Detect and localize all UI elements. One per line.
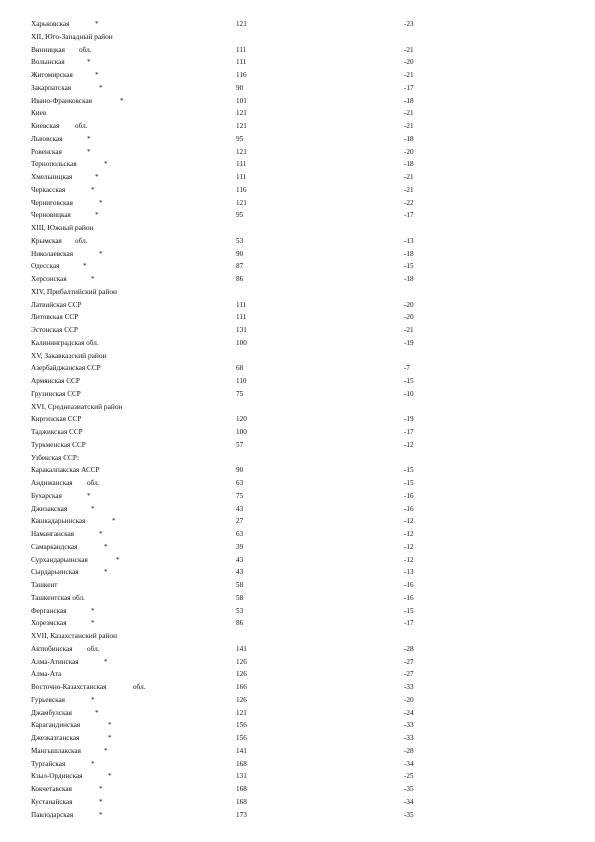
- value-cell: 87: [236, 262, 244, 271]
- ratio-cell: -24: [404, 708, 414, 717]
- abbreviation-mark: обл.: [133, 683, 146, 691]
- ratio-cell: -16: [404, 491, 414, 500]
- region-name: Сырдарьинская: [31, 568, 79, 577]
- abbreviation-mark: *: [95, 708, 99, 717]
- abbreviation-mark: *: [104, 160, 108, 169]
- value-cell: 95: [236, 211, 244, 220]
- table-row: [0, 337, 595, 349]
- ratio-cell: -33: [404, 734, 414, 742]
- table-row: [0, 605, 595, 617]
- region-name: Кашкадарьинская: [31, 517, 86, 526]
- value-cell: 111: [236, 300, 247, 309]
- table-row: [0, 732, 595, 744]
- section-heading: [0, 222, 595, 234]
- ratio-cell: -18: [404, 160, 414, 169]
- region-name: Наманганская: [31, 530, 74, 538]
- table-row: [0, 18, 595, 30]
- ratio-cell: -21: [404, 71, 414, 79]
- abbreviation-mark: *: [104, 746, 108, 755]
- value-cell: 111: [236, 45, 247, 54]
- value-cell: 121: [236, 708, 247, 717]
- ratio-cell: -28: [404, 644, 414, 653]
- ratio-cell: -15: [404, 377, 414, 385]
- value-cell: 121: [236, 122, 247, 130]
- ratio-cell: -16: [404, 593, 414, 602]
- table-row: [0, 617, 595, 629]
- ratio-cell: -28: [404, 746, 414, 755]
- ratio-cell: -19: [404, 415, 414, 424]
- region-name: Павлодарская: [31, 810, 74, 819]
- value-cell: 121: [236, 109, 247, 118]
- table-row: [0, 413, 595, 425]
- value-cell: 156: [236, 721, 247, 730]
- table-row: [0, 209, 595, 221]
- region-name: Грузинская ССР: [31, 389, 81, 398]
- table-row: [0, 375, 595, 387]
- region-name: Киевская: [31, 122, 60, 130]
- ratio-cell: -21: [404, 122, 414, 130]
- region-name: Черниговская: [31, 198, 73, 207]
- region-name: Ташкент: [31, 581, 58, 589]
- abbreviation-mark: *: [112, 517, 116, 526]
- value-cell: 95: [236, 134, 244, 143]
- abbreviation-mark: *: [91, 275, 95, 283]
- region-name: Хмельницкая: [31, 173, 73, 181]
- table-row: [0, 592, 595, 604]
- value-cell: 121: [236, 147, 247, 156]
- ratio-cell: -21: [404, 109, 414, 118]
- table-row: [0, 82, 595, 94]
- region-name: Джезказганская: [31, 734, 80, 742]
- value-cell: 141: [236, 644, 247, 653]
- region-name: Киев: [31, 109, 47, 118]
- value-cell: 110: [236, 377, 247, 385]
- region-name: Бухарская: [31, 491, 62, 500]
- value-cell: 168: [236, 797, 247, 806]
- region-name: Черкасская: [31, 185, 66, 194]
- table-row: [0, 299, 595, 311]
- region-name: Алма-Атинская: [31, 657, 79, 666]
- abbreviation-mark: *: [99, 785, 103, 793]
- value-cell: 90: [236, 466, 244, 475]
- table-row: [0, 719, 595, 731]
- region-name: Хорезмская: [31, 619, 67, 628]
- abbreviation-mark: *: [99, 810, 103, 819]
- value-cell: 168: [236, 759, 247, 768]
- value-cell: 75: [236, 389, 244, 398]
- ratio-cell: -16: [404, 581, 414, 589]
- abbreviation-mark: *: [99, 797, 103, 806]
- value-cell: 63: [236, 479, 244, 487]
- table-row: [0, 452, 595, 464]
- table-row: [0, 426, 595, 438]
- value-cell: 90: [236, 249, 244, 258]
- value-cell: 100: [236, 428, 247, 436]
- section-heading: [0, 350, 595, 362]
- value-cell: 53: [236, 606, 244, 615]
- value-cell: 111: [236, 58, 247, 67]
- ratio-cell: -17: [404, 211, 414, 220]
- ratio-cell: -15: [404, 466, 414, 475]
- value-cell: 43: [236, 568, 244, 577]
- table-row: [0, 515, 595, 527]
- value-cell: 43: [236, 555, 244, 564]
- region-name: Восточно-Казахстанская: [31, 683, 107, 691]
- ratio-cell: -12: [404, 440, 414, 449]
- region-heading: XVI, Среднеазиатский район: [31, 401, 123, 411]
- table-row: [0, 248, 595, 260]
- table-row: [0, 311, 595, 323]
- value-cell: 116: [236, 185, 247, 194]
- abbreviation-mark: *: [104, 657, 108, 666]
- table-row: [0, 260, 595, 272]
- value-cell: 68: [236, 364, 244, 373]
- region-name: Актюбинская: [31, 644, 73, 653]
- value-cell: 90: [236, 83, 244, 92]
- ratio-cell: -12: [404, 542, 414, 551]
- region-name: Кзыл-Ординская: [31, 772, 83, 781]
- abbreviation-mark: обл.: [87, 644, 100, 653]
- table-row: [0, 477, 595, 489]
- abbreviation-mark: *: [87, 134, 91, 143]
- table-row: [0, 439, 595, 451]
- table-row: [0, 541, 595, 553]
- value-cell: 111: [236, 313, 247, 322]
- abbreviation-mark: *: [91, 606, 95, 615]
- ratio-cell: -22: [404, 198, 414, 207]
- table-row: [0, 643, 595, 655]
- region-heading: XIV, Прибалтийский район: [31, 286, 118, 296]
- value-cell: 53: [236, 236, 244, 245]
- ratio-cell: -20: [404, 300, 414, 309]
- abbreviation-mark: *: [95, 20, 99, 28]
- value-cell: 126: [236, 670, 247, 679]
- region-name: Одесская: [31, 262, 60, 271]
- table-row: [0, 707, 595, 719]
- ratio-cell: -12: [404, 530, 414, 538]
- table-row: [0, 69, 595, 81]
- ratio-cell: -15: [404, 606, 414, 615]
- abbreviation-mark: *: [99, 198, 103, 207]
- abbreviation-mark: *: [104, 568, 108, 577]
- ratio-cell: -17: [404, 83, 414, 92]
- table-row: [0, 566, 595, 578]
- ratio-cell: -21: [404, 45, 414, 54]
- abbreviation-mark: *: [91, 619, 95, 628]
- region-name: Николаевская: [31, 249, 74, 258]
- region-name: Крымская: [31, 236, 62, 245]
- value-cell: 141: [236, 746, 247, 755]
- value-cell: 121: [236, 198, 247, 207]
- abbreviation-mark: *: [87, 491, 91, 500]
- abbreviation-mark: *: [87, 147, 91, 156]
- table-row: [0, 796, 595, 808]
- abbreviation-mark: обл.: [79, 45, 92, 54]
- table-row: [0, 770, 595, 782]
- abbreviation-mark: обл.: [75, 122, 88, 130]
- table-row: [0, 107, 595, 119]
- table-row: [0, 95, 595, 107]
- ratio-cell: -33: [404, 683, 414, 691]
- ratio-cell: -34: [404, 759, 414, 768]
- value-cell: 156: [236, 734, 247, 742]
- region-name: Черновицкая: [31, 211, 71, 220]
- table-row: [0, 324, 595, 336]
- region-name: Джизакская: [31, 504, 68, 513]
- table-row: [0, 362, 595, 374]
- value-cell: 111: [236, 173, 247, 181]
- region-name: Эстонская ССР: [31, 326, 78, 334]
- ratio-cell: -17: [404, 428, 414, 436]
- region-name: Киргизская ССР: [31, 415, 82, 424]
- table-row: [0, 554, 595, 566]
- value-cell: 111: [236, 160, 247, 169]
- abbreviation-mark: *: [87, 58, 91, 67]
- region-heading: XVII, Казахстанский район: [31, 631, 118, 640]
- region-name: Волынская: [31, 58, 65, 67]
- table-row: [0, 120, 595, 132]
- region-name: Закарпатская: [31, 83, 72, 92]
- table-row: [0, 758, 595, 770]
- abbreviation-mark: обл.: [87, 479, 100, 487]
- ratio-cell: -7: [404, 364, 410, 373]
- region-name: Алма-Ата: [31, 670, 62, 679]
- ratio-cell: -35: [404, 785, 414, 793]
- region-name: Ферганская: [31, 606, 67, 615]
- value-cell: 126: [236, 695, 247, 704]
- table-row: [0, 184, 595, 196]
- table-row: [0, 171, 595, 183]
- region-name: Херсонская: [31, 275, 67, 283]
- ratio-cell: -20: [404, 58, 414, 67]
- value-cell: 39: [236, 542, 244, 551]
- value-cell: 166: [236, 683, 247, 691]
- ratio-cell: -21: [404, 173, 414, 181]
- region-name: Туркменская ССР: [31, 440, 86, 449]
- ratio-cell: -20: [404, 147, 414, 156]
- ratio-cell: -27: [404, 670, 414, 679]
- region-name: Ровенская: [31, 147, 62, 156]
- value-cell: 126: [236, 657, 247, 666]
- table-row: [0, 503, 595, 515]
- region-name: Ташкентская обл.: [31, 593, 85, 602]
- region-name: Самаркандская: [31, 542, 78, 551]
- table-row: [0, 528, 595, 540]
- region-name: Карагандинская: [31, 721, 81, 730]
- ratio-cell: -10: [404, 389, 414, 398]
- region-name: Житомирская: [31, 71, 73, 79]
- value-cell: 120: [236, 415, 247, 424]
- value-cell: 131: [236, 772, 247, 781]
- value-cell: 58: [236, 581, 244, 589]
- region-heading: XIII, Южный район: [31, 223, 94, 232]
- abbreviation-mark: *: [95, 173, 99, 181]
- table-row: [0, 146, 595, 158]
- abbreviation-mark: *: [83, 262, 87, 271]
- ratio-cell: -19: [404, 338, 414, 347]
- abbreviation-mark: *: [99, 83, 103, 92]
- value-cell: 131: [236, 326, 247, 334]
- abbreviation-mark: *: [108, 734, 112, 742]
- ratio-cell: -21: [404, 185, 414, 194]
- table-row: [0, 579, 595, 591]
- table-row: [0, 197, 595, 209]
- ratio-cell: -25: [404, 772, 414, 781]
- abbreviation-mark: *: [91, 759, 95, 768]
- region-name: Каракалпакская АССР: [31, 466, 100, 475]
- region-name: Азербайджанская ССР: [31, 364, 101, 373]
- abbreviation-mark: *: [99, 249, 103, 258]
- abbreviation-mark: *: [116, 555, 120, 564]
- value-cell: 101: [236, 96, 247, 105]
- table-row: [0, 809, 595, 821]
- abbreviation-mark: *: [95, 71, 99, 79]
- ratio-cell: -13: [404, 568, 414, 577]
- table-row: [0, 464, 595, 476]
- section-heading: [0, 31, 595, 43]
- abbreviation-mark: *: [91, 185, 95, 194]
- ratio-cell: -13: [404, 236, 414, 245]
- ratio-cell: -21: [404, 326, 414, 334]
- ratio-cell: -18: [404, 249, 414, 258]
- ratio-cell: -33: [404, 721, 414, 730]
- region-name: Кустанайская: [31, 797, 73, 806]
- value-cell: 86: [236, 619, 244, 628]
- ratio-cell: -18: [404, 96, 414, 105]
- value-cell: 116: [236, 71, 247, 79]
- abbreviation-mark: *: [120, 96, 124, 105]
- ratio-cell: -34: [404, 797, 414, 806]
- region-name: Армянская ССР: [31, 377, 80, 385]
- region-name: Харьковская: [31, 20, 70, 28]
- table-row: [0, 56, 595, 68]
- region-name: Ивано-Франковская: [31, 96, 92, 105]
- abbreviation-mark: обл.: [75, 236, 88, 245]
- value-cell: 121: [236, 20, 247, 28]
- table-row: [0, 273, 595, 285]
- region-name: Таджикская ССР: [31, 428, 83, 436]
- section-heading: [0, 286, 595, 298]
- abbreviation-mark: *: [91, 695, 95, 704]
- table-row: [0, 783, 595, 795]
- table-row: [0, 133, 595, 145]
- region-name: Кокчетавская: [31, 785, 72, 793]
- value-cell: 27: [236, 517, 244, 526]
- abbreviation-mark: *: [99, 530, 103, 538]
- ratio-cell: -20: [404, 695, 414, 704]
- ratio-cell: -12: [404, 517, 414, 526]
- ratio-cell: -27: [404, 657, 414, 666]
- region-name: Калининградская обл.: [31, 338, 99, 347]
- region-name: Андижанская: [31, 479, 73, 487]
- value-cell: 173: [236, 810, 247, 819]
- ratio-cell: -15: [404, 262, 414, 271]
- region-name: Тернопольская: [31, 160, 77, 169]
- region-name: Львовская: [31, 134, 63, 143]
- value-cell: 168: [236, 785, 247, 793]
- region-name: Мангышлакская: [31, 746, 81, 755]
- abbreviation-mark: *: [104, 542, 108, 551]
- ratio-cell: -17: [404, 619, 414, 628]
- abbreviation-mark: *: [108, 772, 112, 781]
- table-row: [0, 158, 595, 170]
- region-heading: XV, Закавказский район: [31, 350, 107, 360]
- abbreviation-mark: *: [91, 504, 95, 513]
- table-row: [0, 668, 595, 680]
- value-cell: 43: [236, 504, 244, 513]
- region-name: Джамбулская: [31, 708, 72, 717]
- ratio-cell: -20: [404, 313, 414, 322]
- region-name: Латвийская ССР: [31, 300, 82, 309]
- value-cell: 75: [236, 491, 244, 500]
- table-row: [0, 490, 595, 502]
- region-heading: XII, Юго-Западный район: [31, 31, 113, 41]
- region-name: Тургайская: [31, 759, 66, 768]
- table-row: [0, 44, 595, 56]
- ratio-cell: -15: [404, 479, 414, 487]
- value-cell: 63: [236, 530, 244, 538]
- region-name: Литовская ССР: [31, 313, 79, 322]
- value-cell: 57: [236, 440, 244, 449]
- table-row: [0, 681, 595, 693]
- ratio-cell: -18: [404, 134, 414, 143]
- ratio-cell: -16: [404, 504, 414, 513]
- value-cell: 86: [236, 275, 244, 283]
- table-row: [0, 235, 595, 247]
- table-row: [0, 656, 595, 668]
- region-name: Гурьевская: [31, 695, 65, 704]
- table-row: [0, 388, 595, 400]
- ratio-cell: -18: [404, 275, 414, 283]
- abbreviation-mark: *: [95, 211, 99, 220]
- region-name: Узбекская ССР:: [31, 453, 80, 462]
- section-heading: [0, 401, 595, 413]
- region-name: Сурхандарьинская: [31, 555, 88, 564]
- abbreviation-mark: *: [108, 721, 112, 730]
- ratio-cell: -35: [404, 810, 414, 819]
- value-cell: 58: [236, 593, 244, 602]
- ratio-cell: -23: [404, 20, 414, 28]
- value-cell: 100: [236, 338, 247, 347]
- section-heading: [0, 630, 595, 642]
- table-row: [0, 745, 595, 757]
- table-row: [0, 694, 595, 706]
- region-name: Винницкая: [31, 45, 65, 54]
- ratio-cell: -12: [404, 555, 414, 564]
